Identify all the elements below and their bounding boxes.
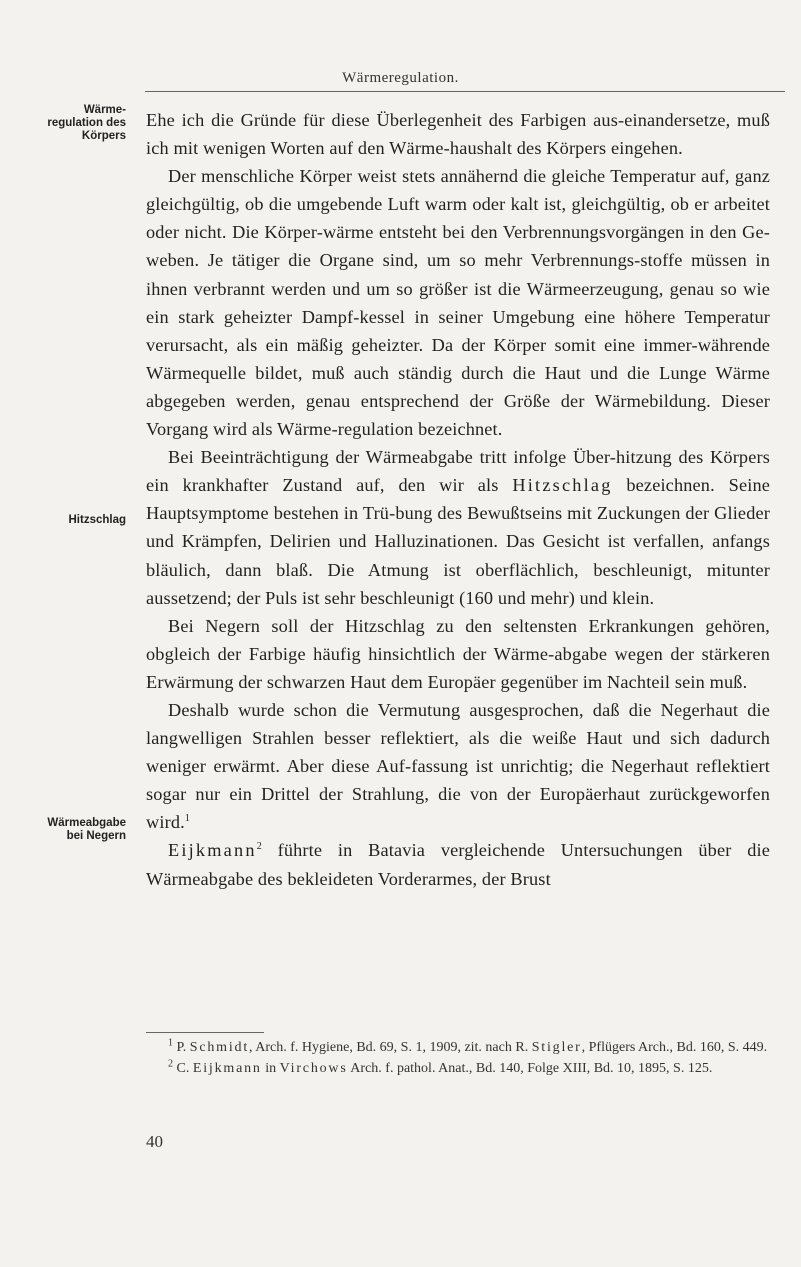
text-run: Bei Beeinträchtigung der Wärmeabgabe tritt infolge Über-hitzung des Körpers ein krankhafter Zustand auf, den wir als: [146, 447, 770, 496]
margin-note-line: Wärme-: [83, 104, 126, 116]
footnote-rule: [146, 1032, 264, 1033]
paragraph: [146, 696, 770, 836]
author-name: Eijkmann: [192, 1061, 262, 1076]
body-text: [146, 106, 770, 893]
page-number: 40: [146, 1132, 163, 1151]
author-name: Virchows: [279, 1061, 348, 1076]
text-run: C.: [173, 1061, 193, 1076]
margin-note-line: Wärmeabgabe: [47, 817, 126, 829]
paragraph: Ehe ich die Gründe für diese Überlegenheit des Farbigen aus-einandersetze, muß ich mit wenigen Worten auf den Wärme-haushalt des Körpers eingehen.: [146, 110, 770, 159]
text-run: bezeichnen. Seine Hauptsymptome bestehen in Trü-bung des Bewußtseins mit Zuckungen der Glieder und Krämpfen, Delirien und Halluzinationen. Das Gesicht ist verfallen, anfangs bläulich, dann blaß. Die Atmung ist oberflächlich, beschleunigt, mitunter aussetzend; der Puls ist sehr beschleunigt (160 und mehr) und klein.: [146, 475, 770, 608]
author-name: Eijkmann: [168, 840, 257, 861]
footnote: [146, 1037, 770, 1058]
footnotes: [146, 1037, 770, 1079]
text-run: führte in Batavia vergleichende Untersuchungen über die Wärmeabgabe des bekleideten Vorderarmes, der Brust: [146, 840, 770, 889]
paragraph: [146, 443, 770, 612]
margin-note-line: regulation des: [47, 117, 126, 129]
margin-note-waermeabgabe: [8, 817, 126, 843]
running-header: Wärmeregulation.: [342, 70, 459, 86]
footnote-ref[interactable]: 2: [256, 841, 262, 853]
margin-note-line: Körpers: [81, 130, 126, 142]
text-run: P.: [173, 1040, 190, 1055]
text-run: Arch. f. pathol. Anat., Bd. 140, Folge XIII, Bd. 10, 1895, S. 125.: [347, 1061, 713, 1076]
author-name: Stigler: [531, 1040, 582, 1055]
paragraph: Bei Negern soll der Hitzschlag zu den seltensten Erkrankungen gehören, obgleich der Farbige häufig hinsichtlich der Wärme-abgabe wegen der stärkeren Erwärmung der schwarzen Haut dem Europäer gegenüber im Nachteil sein muß.: [146, 615, 770, 692]
text-run: , Arch. f. Hygiene, Bd. 69, S. 1, 1909, zit. nach R.: [249, 1040, 532, 1055]
paragraph: Der menschliche Körper weist stets annähernd die gleiche Temperatur auf, ganz gleichgültig, ob die umgebende Luft warm oder kalt ist, gleichgültig, ob er arbeitet oder nicht. Die Körper-wärme entsteht bei den Verbrennungsvorgängen in den Ge-weben. Je tätiger die Organe sind, um so mehr Verbrennungs-stoffe müssen in ihnen verbrannt werden und um so größer ist die Wärmeerzeugung, genau so wie ein stark geheizter Dampf-kessel in seiner Umgebung eine höhere Temperatur verursacht, als ein mäßig geheizter. Da der Körper somit eine immer-währende Wärmequelle bildet, muß auch ständig durch die Haut und die Lunge Wärme abgegeben werden, genau entsprechend der Größe der Wärmebildung. Dieser Vorgang wird als Wärme-regulation bezeichnet.: [146, 166, 770, 440]
text-run: Deshalb wurde schon die Vermutung ausgesprochen, daß die Negerhaut die langwelligen Strahlen besser reflektiert, als die weiße Haut und sich dadurch weniger erwärmt. Aber diese Auf-fassung ist unrichtig; die Negerhaut reflektiert sogar nur ein Drittel der Strahlung, die von der Europäerhaut zurückgeworfen wird.: [146, 699, 770, 833]
margin-note-line: Hitzschlag: [68, 514, 126, 526]
margin-note-hitzschlag: [8, 514, 126, 527]
margin-note-waermeregulation: [8, 104, 126, 143]
margin-note-line: bei Negern: [66, 830, 126, 842]
header-rule: [145, 91, 785, 92]
emphasized-term: Hitzschlag: [512, 475, 613, 496]
text-run: in: [261, 1061, 280, 1076]
footnote: [146, 1058, 770, 1079]
paragraph: [146, 836, 770, 892]
author-name: Schmidt: [189, 1040, 250, 1055]
footnote-number: 2: [168, 1058, 173, 1070]
footnote-ref[interactable]: 1: [184, 813, 190, 825]
text-run: , Pflügers Arch., Bd. 160, S. 449.: [581, 1040, 768, 1055]
footnote-number: 1: [168, 1037, 173, 1049]
